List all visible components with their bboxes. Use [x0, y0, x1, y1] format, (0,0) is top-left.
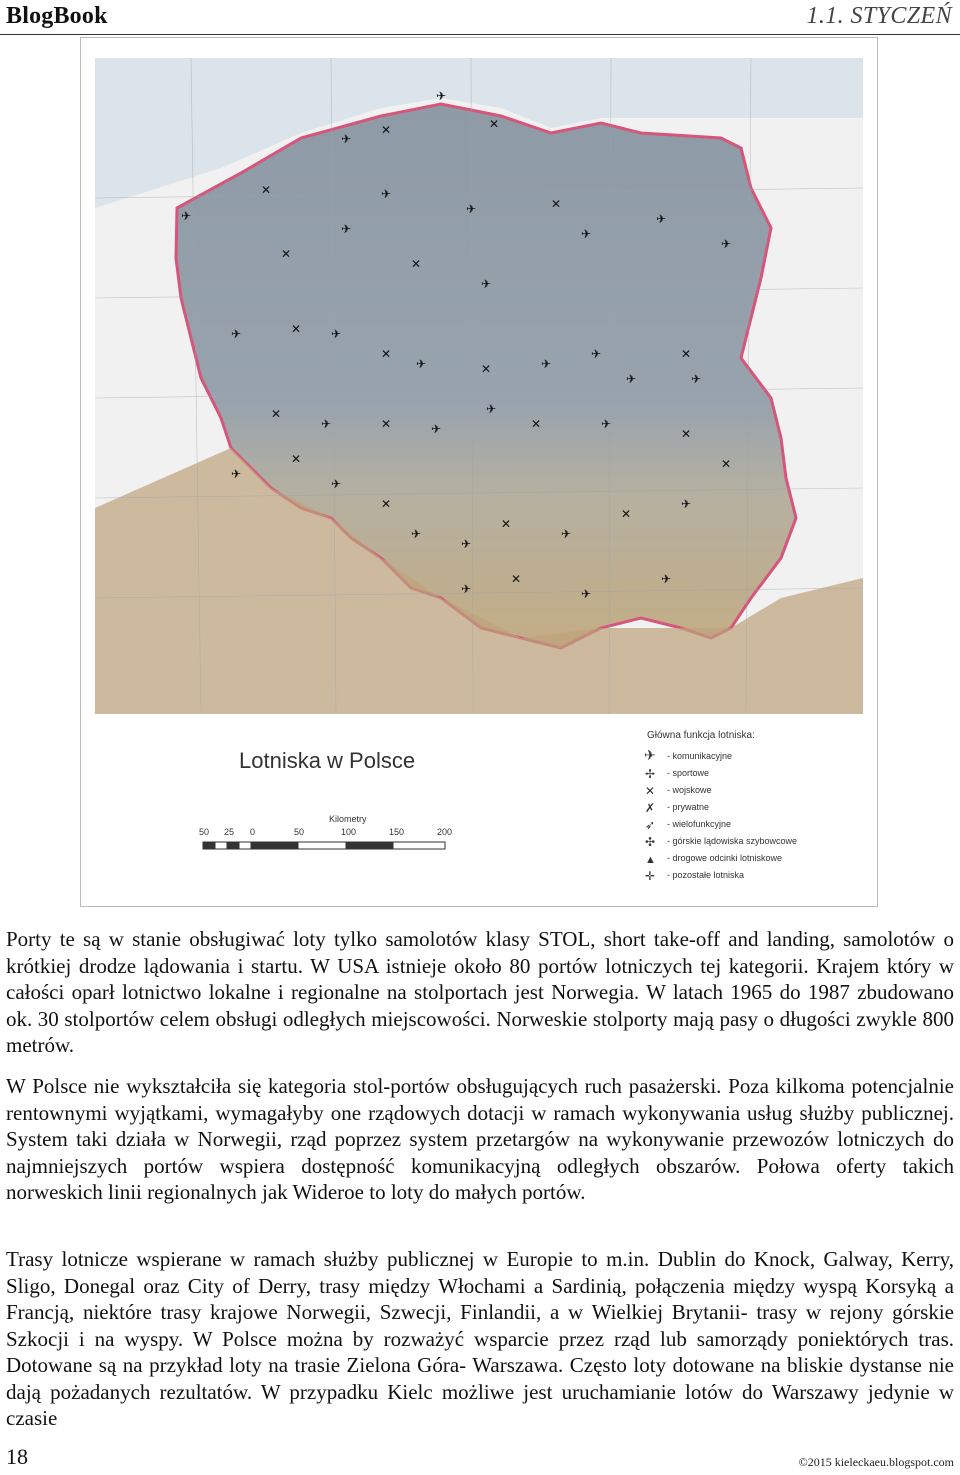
legend-item: - sportowe: [667, 768, 710, 778]
svg-text:✈: ✈: [231, 467, 242, 481]
scale-bar: [203, 842, 445, 849]
svg-text:✈: ✈: [681, 497, 692, 511]
svg-text:✕: ✕: [551, 197, 562, 211]
svg-text:✈: ✈: [661, 572, 672, 586]
svg-text:✕: ✕: [261, 183, 272, 197]
svg-text:✈: ✈: [331, 477, 342, 491]
scale-tick: 200: [437, 827, 453, 837]
page-number: 18: [6, 1444, 28, 1469]
svg-text:✕: ✕: [721, 457, 732, 471]
triangle-icon: ▲: [645, 854, 656, 866]
scale-tick: 50: [199, 827, 210, 837]
svg-text:✕: ✕: [621, 507, 632, 521]
scale-tick: 25: [224, 827, 235, 837]
legend-item: - komunikacyjne: [667, 751, 733, 761]
page-header: [0, 0, 960, 36]
legend-item: - pozostałe lotniska: [667, 870, 745, 880]
legend-item: - drogowe odcinki lotniskowe: [667, 853, 783, 863]
svg-text:✈: ✈: [721, 237, 732, 251]
svg-text:✈: ✈: [321, 417, 332, 431]
svg-text:✕: ✕: [291, 452, 302, 466]
small-plane-icon: ✢: [645, 767, 656, 781]
svg-text:✕: ✕: [381, 123, 392, 137]
scale-tick: 150: [389, 827, 405, 837]
svg-text:✈: ✈: [656, 212, 667, 226]
multi-icon: ➶: [645, 818, 656, 832]
svg-text:✕: ✕: [531, 417, 542, 431]
header-rule: [0, 34, 960, 35]
svg-text:✕: ✕: [271, 407, 282, 421]
svg-text:✈: ✈: [691, 372, 702, 386]
scale-tick: 0: [250, 827, 256, 837]
section-title: 1.1. STYCZEŃ: [806, 3, 952, 29]
glider-icon: ✣: [645, 835, 656, 849]
legend-item: - wojskowe: [667, 785, 712, 795]
map-title: Lotniska w Polsce: [239, 748, 416, 773]
svg-text:✕: ✕: [381, 417, 392, 431]
svg-text:✕: ✕: [681, 347, 692, 361]
crossed-swords-icon: ✕: [645, 784, 656, 798]
svg-text:✈: ✈: [466, 202, 477, 216]
svg-text:✈: ✈: [481, 277, 492, 291]
svg-text:✈: ✈: [581, 227, 592, 241]
svg-text:✈: ✈: [591, 347, 602, 361]
svg-text:✈: ✈: [331, 327, 342, 341]
svg-text:✈: ✈: [561, 527, 572, 541]
paragraph-poland: W Polsce nie wykształciła się kategoria stol-portów obsługujących ruch pasażerski. Poza kilkoma potencjalnie rentownymi wyjątkami, wymagałyby one rządowych dotacji w ramach wykonywania usług służby publicznej. System taki działa w Norwegii, rząd poprzez system przetargów na wykonywanie przewozów lotniczych do najmniejszych portów wspiera dostępność komunikacyjną odległych obszarów. Połowa oferty takich norweskich linii regionalnych jak Wideroe to loty do małych portów.: [6, 1074, 954, 1204]
svg-text:✈: ✈: [626, 372, 637, 386]
scale-unit: Kilometry: [329, 814, 367, 824]
svg-text:✈: ✈: [461, 582, 472, 596]
svg-text:✈: ✈: [381, 187, 392, 201]
scale-tick: 50: [294, 827, 305, 837]
svg-text:✕: ✕: [281, 247, 292, 261]
svg-text:✈: ✈: [231, 327, 242, 341]
svg-text:✕: ✕: [411, 257, 422, 271]
copyright-note: ©2015 kieleckaeu.blogspot.com: [798, 1455, 954, 1469]
paragraph-stol: Porty te są w stanie obsługiwać loty tylko samolotów klasy STOL, short take-off and landing, samolotów o krótkiej drodze lądowania i startu. W USA istnieje około 80 portów lotniczych tej kategorii. Krajem który w całości oparł lotnictwo lokalne i regionalne na stolportach jest Norwegia. W latach 1965 do 1987 zbudowano ok. 30 stolportów celem obsługi odległych miejscowości. Norweskie stolporty mają pasy o długości zwykle 800 metrów.: [6, 927, 954, 1057]
svg-text:✈: ✈: [461, 537, 472, 551]
scale-ticks: [199, 827, 452, 837]
plane-icon: ✈: [644, 747, 656, 763]
brand-title: BlogBook: [6, 3, 108, 29]
svg-text:✕: ✕: [291, 322, 302, 336]
svg-text:✕: ✕: [511, 572, 522, 586]
svg-text:✈: ✈: [181, 209, 192, 223]
svg-text:✈: ✈: [341, 132, 352, 146]
map-svg: [81, 38, 877, 906]
svg-text:✈: ✈: [486, 402, 497, 416]
svg-text:✈: ✈: [581, 587, 592, 601]
poland-airports-map: [80, 37, 878, 907]
svg-text:✈: ✈: [601, 417, 612, 431]
svg-text:✈: ✈: [341, 222, 352, 236]
svg-text:✈: ✈: [436, 89, 447, 103]
other-icon: ✛: [645, 869, 656, 883]
svg-text:✕: ✕: [489, 117, 500, 131]
paragraph-routes: Trasy lotnicze wspierane w ramach służby publicznej w Europie to m.in. Dublin do Knock, Galway, Kerry, Sligo, Donegal oraz City of Derry, trasy między Włochami a Sardinią, połączenia między wyspą Korsyką a Francją, niektóre trasy krajowe Norwegii, Szwecji, Finlandii, a w Wielkiej Brytanii- trasy w rejony górskie Szkocji i na wyspy. W Polsce można by rozważyć wsparcie przez rząd lub samorządy poniektórych tras. Dotowane są na przykład loty na trasie Zielona Góra- Warszawa. Często loty dotowane na bliskie dystanse nie dają pożadanych rezultatów. W przypadku Kielc możliwe jest uruchamianie lotów do Warszawy jedynie w czasie: [6, 1247, 954, 1430]
svg-text:✕: ✕: [501, 517, 512, 531]
legend: [644, 747, 797, 883]
map-title-block: [199, 730, 797, 883]
svg-text:✕: ✕: [481, 362, 492, 376]
legend-heading: Główna funkcja lotniska:: [647, 730, 755, 741]
svg-text:✈: ✈: [431, 422, 442, 436]
svg-text:✈: ✈: [411, 527, 422, 541]
svg-text:✕: ✕: [381, 497, 392, 511]
cross-icon: ✗: [645, 801, 656, 815]
scale-tick: 100: [341, 827, 357, 837]
svg-text:✈: ✈: [541, 357, 552, 371]
legend-item: - prywatne: [667, 802, 710, 812]
legend-item: - wielofunkcyjne: [667, 819, 732, 829]
svg-text:✈: ✈: [416, 357, 427, 371]
svg-text:✕: ✕: [381, 347, 392, 361]
legend-item: - górskie lądowiska szybowcowe: [667, 836, 798, 846]
svg-text:✕: ✕: [681, 427, 692, 441]
